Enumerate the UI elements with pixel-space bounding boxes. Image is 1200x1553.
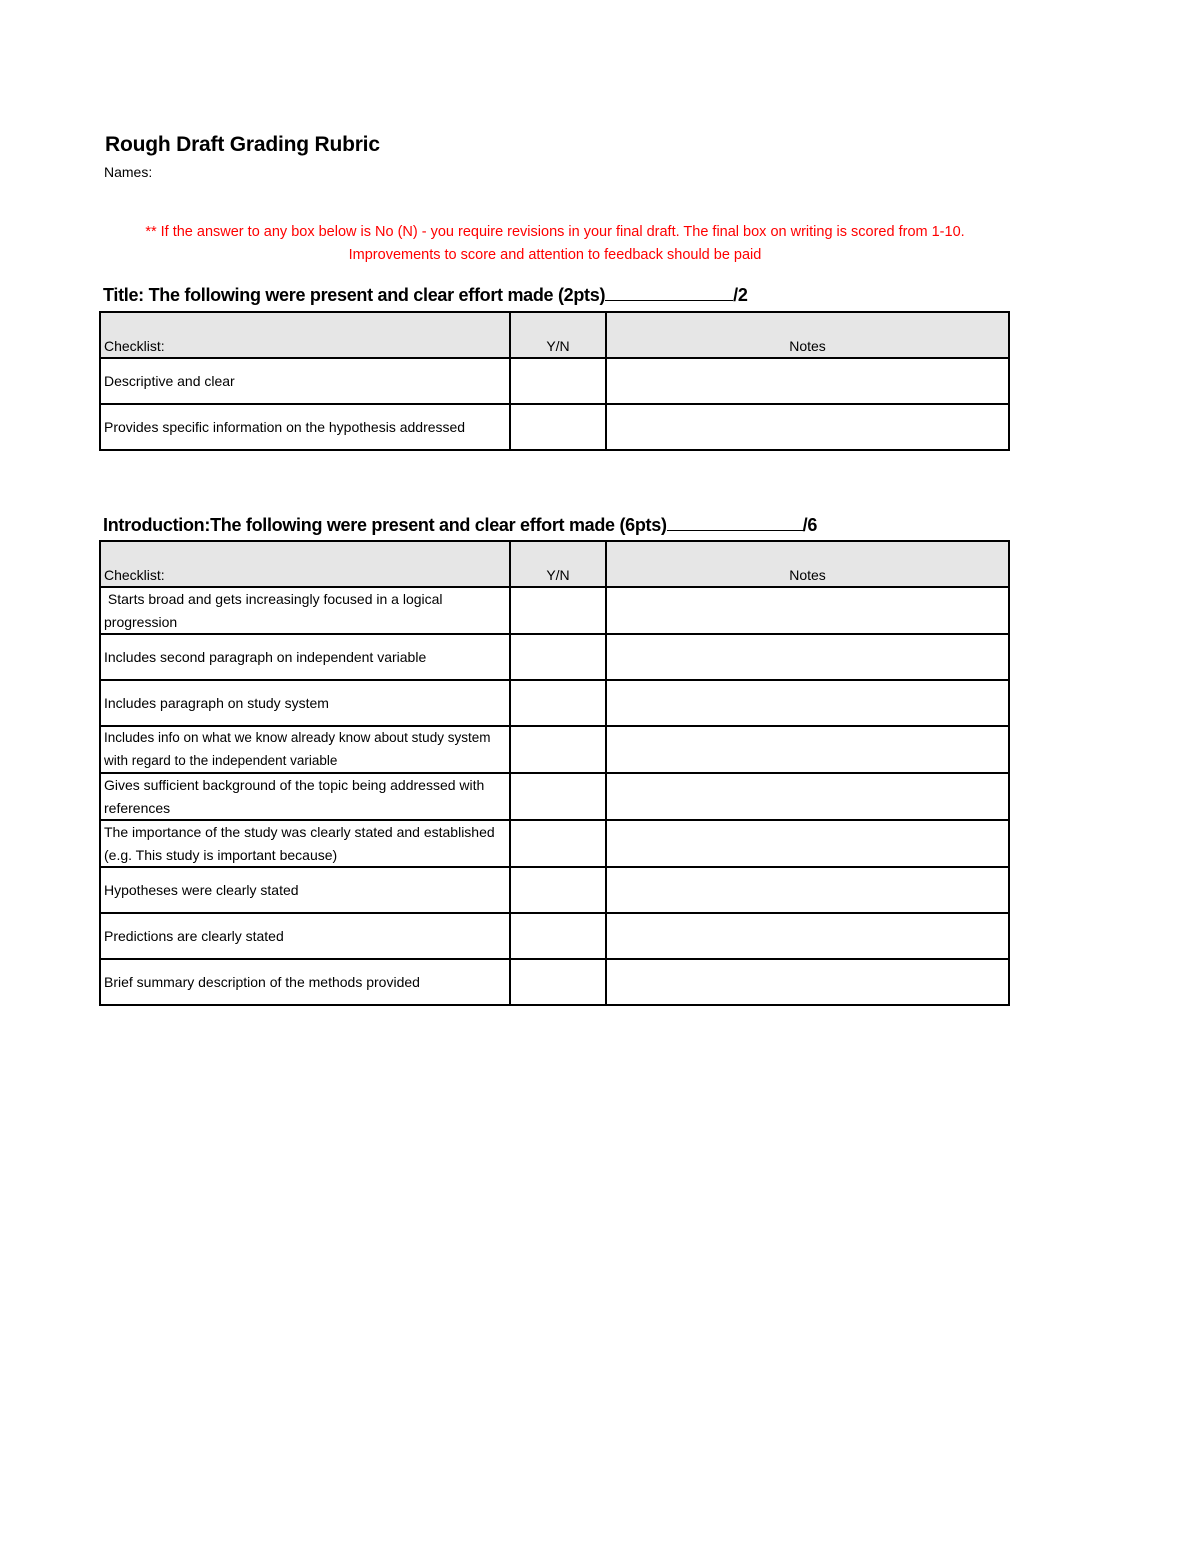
table-header-row xyxy=(100,312,1009,358)
checklist-item: Includes paragraph on study system xyxy=(100,680,510,726)
yn-cell[interactable] xyxy=(510,867,606,913)
table-row xyxy=(100,773,1009,820)
section-heading-title xyxy=(103,284,748,306)
notes-header: Notes xyxy=(606,541,1009,587)
checklist-item: Provides specific information on the hypothesis addressed xyxy=(100,404,510,450)
table-row xyxy=(100,959,1009,1005)
yn-cell[interactable] xyxy=(510,726,606,773)
checklist-item: Starts broad and gets increasingly focused in a logical progression xyxy=(100,587,510,634)
checklist-item: Includes info on what we know already know about study system with regard to the independent variable xyxy=(100,726,510,773)
score-suffix: /2 xyxy=(733,285,748,305)
notes-header: Notes xyxy=(606,312,1009,358)
table-header-row xyxy=(100,541,1009,587)
checklist-item: Gives sufficient background of the topic being addressed with references xyxy=(100,773,510,820)
checklist-item: Hypotheses were clearly stated xyxy=(100,867,510,913)
table-row xyxy=(100,680,1009,726)
yn-cell[interactable] xyxy=(510,913,606,959)
checklist-item: Brief summary description of the methods provided xyxy=(100,959,510,1005)
yn-cell[interactable] xyxy=(510,587,606,634)
notes-cell[interactable] xyxy=(606,358,1009,404)
table-row xyxy=(100,820,1009,867)
table-row xyxy=(100,726,1009,773)
notes-cell[interactable] xyxy=(606,404,1009,450)
yn-cell[interactable] xyxy=(510,404,606,450)
score-blank[interactable] xyxy=(605,284,733,301)
notes-cell[interactable] xyxy=(606,773,1009,820)
table-row xyxy=(100,358,1009,404)
table-row xyxy=(100,913,1009,959)
yn-cell[interactable] xyxy=(510,358,606,404)
score-blank[interactable] xyxy=(667,514,803,531)
notes-cell[interactable] xyxy=(606,867,1009,913)
section-heading-text: Introduction:The following were present and clear effort made (6pts) xyxy=(103,515,667,535)
names-label: Names: xyxy=(104,164,153,180)
notes-cell[interactable] xyxy=(606,726,1009,773)
table-row xyxy=(100,867,1009,913)
checklist-header: Checklist: xyxy=(100,541,510,587)
checklist-item: The importance of the study was clearly stated and established (e.g. This study is important because) xyxy=(100,820,510,867)
yn-cell[interactable] xyxy=(510,634,606,680)
notes-cell[interactable] xyxy=(606,680,1009,726)
checklist-item: Predictions are clearly stated xyxy=(100,913,510,959)
yn-cell[interactable] xyxy=(510,820,606,867)
yn-cell[interactable] xyxy=(510,773,606,820)
notes-cell[interactable] xyxy=(606,913,1009,959)
checklist-item: Includes second paragraph on independent variable xyxy=(100,634,510,680)
table-row xyxy=(100,404,1009,450)
section-heading-text: Title: The following were present and clear effort made (2pts) xyxy=(103,285,606,305)
table-row xyxy=(100,634,1009,680)
checklist-header: Checklist: xyxy=(100,312,510,358)
yn-header: Y/N xyxy=(510,312,606,358)
notes-cell[interactable] xyxy=(606,959,1009,1005)
notes-cell[interactable] xyxy=(606,587,1009,634)
section-heading-introduction xyxy=(103,514,817,536)
revision-notice: ** If the answer to any box below is No (N) - you require revisions in your final draft. The final box on writing is scored from 1-10. Improvements to score and attention to feedback should be paid xyxy=(145,224,965,263)
checklist-item: Descriptive and clear xyxy=(100,358,510,404)
yn-header: Y/N xyxy=(510,541,606,587)
yn-cell[interactable] xyxy=(510,680,606,726)
document-title: Rough Draft Grading Rubric xyxy=(105,133,380,156)
title-rubric-table xyxy=(99,311,1010,451)
notes-cell[interactable] xyxy=(606,634,1009,680)
score-suffix: /6 xyxy=(802,515,818,535)
yn-cell[interactable] xyxy=(510,959,606,1005)
notes-cell[interactable] xyxy=(606,820,1009,867)
introduction-rubric-table xyxy=(99,540,1010,1006)
table-row xyxy=(100,587,1009,634)
